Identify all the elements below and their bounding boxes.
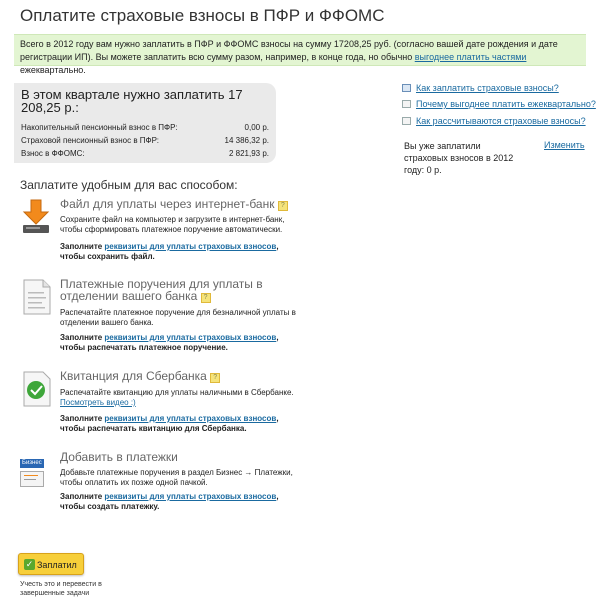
help-icon[interactable]: ? (210, 373, 220, 383)
info-banner (14, 34, 586, 75)
page-icon (402, 117, 411, 125)
method-title[interactable]: Квитанция для Сбербанка ? (60, 370, 300, 383)
method-title[interactable]: Платежные поручения для уплаты в отделении вашего банка ? (60, 277, 263, 303)
summary-row-value: 14 386,32 р. (224, 136, 269, 145)
side-link-label: Как рассчитываются страховые взносы? (416, 116, 586, 126)
method-title[interactable]: Добавить в платежки (60, 450, 178, 464)
check-icon: ✓ (25, 559, 34, 569)
payment-methods-title: Заплатите удобным для вас способом: (20, 178, 238, 192)
page-icon (402, 100, 411, 108)
business-icon-label: Бизнес (22, 460, 42, 466)
download-icon (20, 198, 54, 236)
paid-button-label: Заплатил (37, 560, 77, 570)
banner-text-end: ежеквартально. (20, 65, 86, 75)
method-title[interactable]: Файл для уплаты через интернет-банк ? (60, 198, 300, 211)
quarter-summary-title: В этом квартале нужно заплатить 17 208,25 р.: (21, 87, 243, 115)
paid-note: Учесть это и перевести в завершенные задачи (20, 581, 102, 597)
paid-button[interactable] (18, 553, 84, 575)
summary-row-label: Страховой пенсионный взнос в ПФР: (21, 136, 159, 145)
quarter-summary-box (14, 83, 276, 163)
summary-row (21, 149, 269, 159)
summary-row-value: 2 821,93 р. (228, 149, 269, 158)
method-fill-note: Заполните реквизиты для уплаты страховых взносов, чтобы сохранить файл. (60, 242, 279, 261)
change-link[interactable]: Изменить (544, 140, 585, 150)
method-description: Распечатайте платежное поручение для безналичной уплаты в отделении вашего банка. (60, 308, 296, 327)
method-payment-orders (20, 278, 320, 358)
side-link-label: Как заплатить страховые взносы? (416, 83, 559, 93)
method-fill-note: Заполните реквизиты для уплаты страховых взносов, чтобы распечатать квитанцию для Сбербанка. (60, 414, 279, 433)
method-add-to-payments (20, 451, 320, 521)
sberbank-icon (20, 370, 54, 408)
summary-row-label: Взнос в ФФОМС: (21, 149, 85, 158)
method-fill-note: Заполните реквизиты для уплаты страховых взносов, чтобы создать платежку. (60, 492, 279, 511)
side-link-label: Почему выгоднее платить ежеквартально? (416, 99, 596, 109)
paid-amount-text: Вы уже заплатили страховых взносов в 2012 году: 0 р. (404, 141, 514, 175)
how-to-pay-link[interactable] (402, 83, 559, 93)
method-sberbank-receipt (20, 370, 320, 440)
arrow-icon (402, 84, 411, 92)
how-calculated-link[interactable] (402, 116, 586, 126)
help-icon[interactable]: ? (278, 201, 288, 211)
banner-text: Всего в 2012 году вам нужно заплатить в ПФР и ФФОМС взносы на сумму 17208,25 руб. (согласно вашей дате рождения и дате регистрации ИП). Вы можете заплатить всю сумму разом, например, в конце года, но обычно (20, 39, 558, 62)
method-description: Сохраните файл на компьютер и загрузите в интернет-банк, чтобы сформировать платежное поручение автоматически. (60, 215, 285, 234)
document-icon (20, 278, 54, 316)
method-fill-note: Заполните реквизиты для уплаты страховых взносов, чтобы распечатать платежное поручение. (60, 333, 279, 352)
requisites-link[interactable]: реквизиты для уплаты страховых взносов (104, 242, 277, 251)
summary-row-value: 0,00 р. (244, 123, 269, 132)
help-icon[interactable]: ? (201, 293, 211, 303)
summary-row (21, 136, 269, 146)
watch-video-link[interactable]: Посмотреть видео :) (60, 398, 136, 407)
summary-row-label: Накопительный пенсионный взнос в ПФР: (21, 123, 178, 132)
requisites-link[interactable]: реквизиты для уплаты страховых взносов (104, 333, 277, 342)
page-title: Оплатите страховые взносы в ПФР и ФФОМС (20, 6, 385, 25)
why-quarterly-link[interactable] (402, 99, 596, 109)
method-description: Распечатайте квитанцию для уплаты наличными в Сбербанке. Посмотреть видео :) (60, 388, 294, 407)
requisites-link[interactable]: реквизиты для уплаты страховых взносов (104, 492, 277, 501)
business-icon (20, 451, 50, 479)
method-description: Добавьте платежные поручения в раздел Бизнес → Платежки, чтобы оплатить их позже одной пачкой. (60, 468, 293, 487)
requisites-link[interactable]: реквизиты для уплаты страховых взносов (104, 414, 277, 423)
summary-row (21, 123, 269, 133)
pay-in-parts-link[interactable]: выгоднее платить частями (414, 52, 527, 62)
method-bank-file (20, 198, 320, 268)
